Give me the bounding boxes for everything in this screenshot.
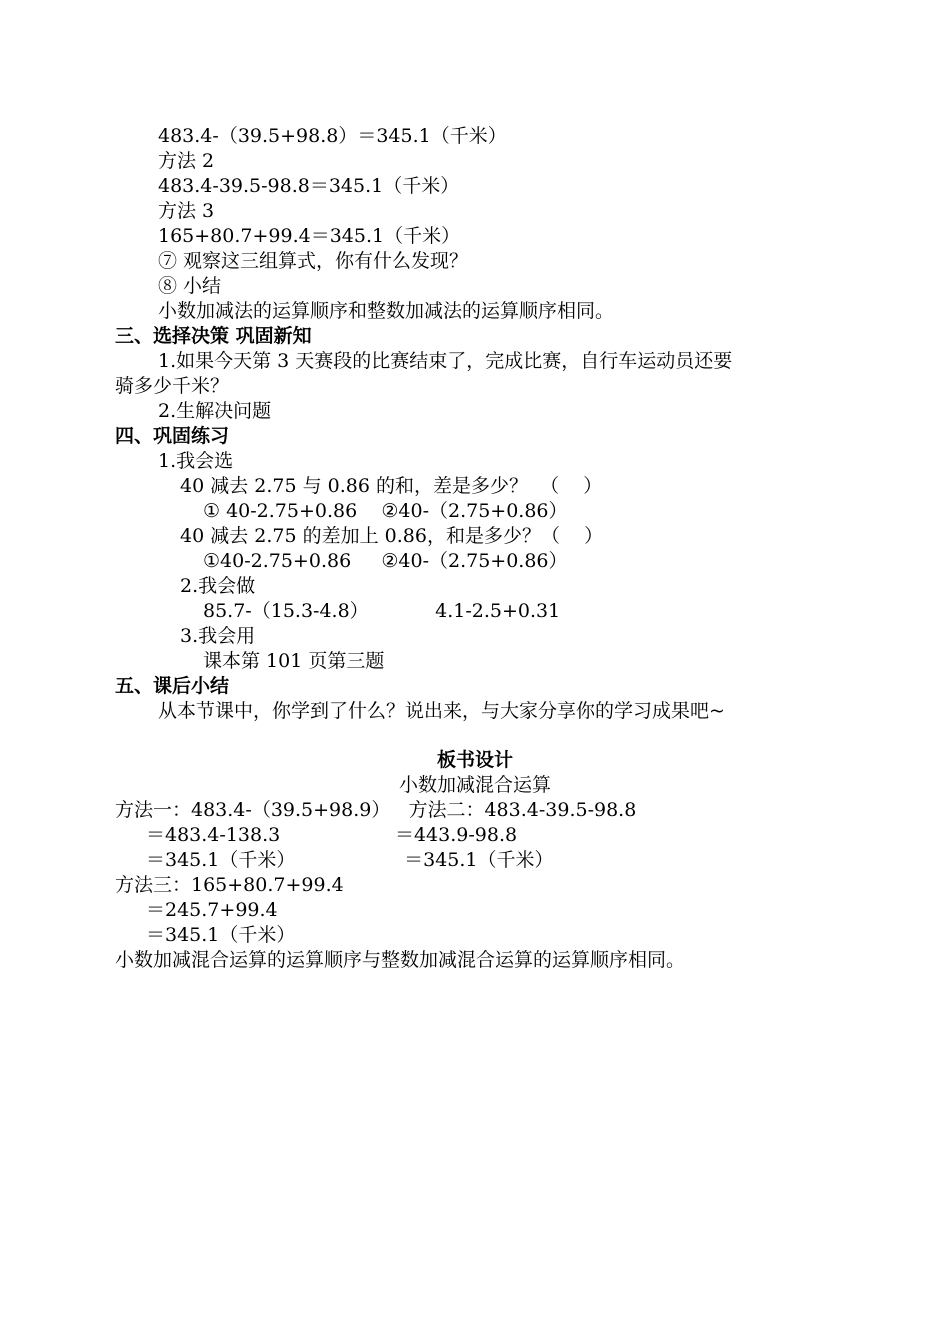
section-4-heading: 四、巩固练习 xyxy=(115,425,230,447)
step-7-observe: ⑦ 观察这三组算式，你有什么发现？ xyxy=(158,250,469,272)
board-row-2: ＝483.4-138.3 ＝443.9-98.8 xyxy=(146,824,518,846)
board-row-6: ＝345.1（千米） xyxy=(146,924,296,946)
method2-equation: 483.4-39.5-98.8＝345.1（千米） xyxy=(158,175,460,197)
practice-3-text: 课本第 101 页第三题 xyxy=(203,650,385,672)
practice-1-question-2-options: ①40-2.75+0.86 ②40-（2.75+0.86） xyxy=(203,550,568,572)
lesson-summary: 小数加减法的运算顺序和整数加减法的运算顺序相同。 xyxy=(158,300,615,322)
practice-2-label: 2.我会做 xyxy=(180,575,256,597)
section-5-heading: 五、课后小结 xyxy=(115,675,230,697)
practice-1-question-2: 40 减去 2.75 的差加上 0.86，和是多少？（ ） xyxy=(180,525,604,547)
practice-1-question-1-options: ① 40-2.75+0.86 ②40-（2.75+0.86） xyxy=(203,500,568,522)
section-3-question-1-line-2: 骑多少千米？ xyxy=(115,375,230,397)
board-row-5: ＝245.7+99.4 xyxy=(146,899,278,921)
board-conclusion: 小数加减混合运算的运算顺序与整数加减混合运算的运算顺序相同。 xyxy=(115,949,686,971)
step-8-summary-label: ⑧ 小结 xyxy=(158,275,222,297)
practice-3-label: 3.我会用 xyxy=(180,625,256,647)
method3-equation: 165+80.7+99.4＝345.1（千米） xyxy=(158,225,461,247)
method2-label: 方法 2 xyxy=(158,150,215,172)
board-row-3: ＝345.1（千米） ＝345.1（千米） xyxy=(146,849,554,871)
board-row-4: 方法三：165+80.7+99.4 xyxy=(115,874,344,896)
section-3-question-1-line-1: 1.如果今天第 3 天赛段的比赛结束了，完成比赛，自行车运动员还要 xyxy=(158,350,733,372)
board-row-1: 方法一：483.4-（39.5+98.9） 方法二：483.4-39.5-98.8 xyxy=(115,799,637,821)
practice-1-question-1: 40 减去 2.75 与 0.86 的和，差是多少？ （ ） xyxy=(180,475,603,497)
method3-label: 方法 3 xyxy=(158,200,215,222)
section-3-question-2: 2.生解决问题 xyxy=(158,400,272,422)
board-design-subtitle: 小数加减混合运算 xyxy=(398,774,551,796)
section-5-text: 从本节课中，你学到了什么？说出来，与大家分享你的学习成果吧~ xyxy=(158,700,725,722)
method1-equation: 483.4-（39.5+98.8）＝345.1（千米） xyxy=(158,125,507,147)
practice-1-label: 1.我会选 xyxy=(158,450,234,472)
practice-2-expressions: 85.7-（15.3-4.8） 4.1-2.5+0.31 xyxy=(203,600,561,622)
section-3-heading: 三、选择决策 巩固新知 xyxy=(115,325,312,347)
board-design-title: 板书设计 xyxy=(436,749,513,771)
